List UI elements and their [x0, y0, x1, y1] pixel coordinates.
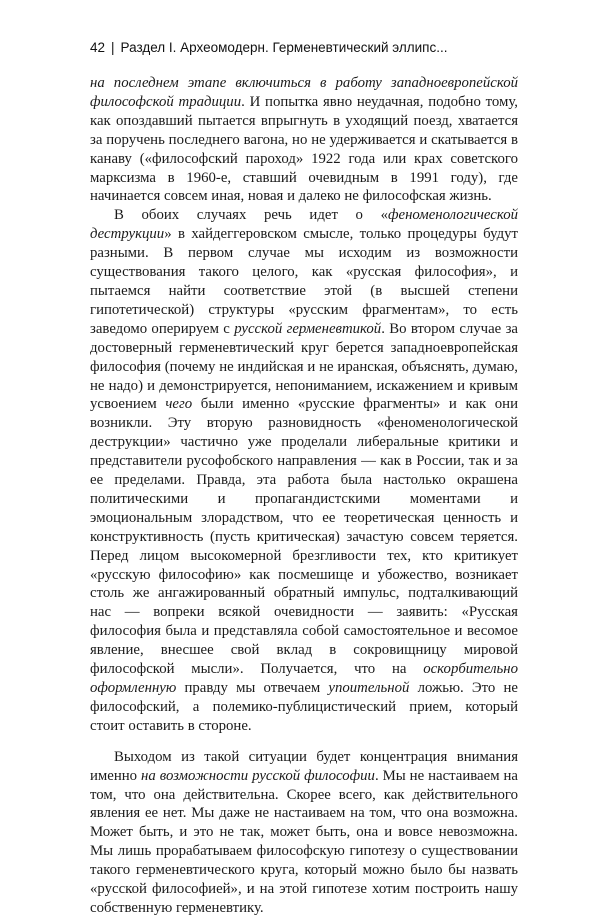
- italic-text-run: русской герменевтикой: [234, 320, 382, 337]
- text-run: . Во втором случае за достоверный герменевтический круг берется западноевропейская философия (почему не индийская и не иранская, объяснять, думаю, не надо) и демонстрируется, непониманием, искажением и кривым усвоением: [90, 320, 518, 413]
- text-run: . Мы не настаиваем на том, что она действительна. Скорее всего, как действительного явления ее нет. Мы даже не настаиваем на том, что она возможна. Может быть, и это не так, может быть, она и вовсе невозможна. Мы лишь прорабатываем философскую гипотезу о существовании такого герменевтического круга, который можно было бы назвать «русской философией», и на этой гипотезе хотим построить нашу собственную герменевтику.: [90, 767, 518, 916]
- header-separator: |: [111, 40, 115, 55]
- paragraph-3: [90, 748, 518, 918]
- running-header: [90, 40, 530, 56]
- text-run: ложью. Это не философский, а полемико-публицистический прием, который стоит оставить в стороне.: [90, 680, 518, 734]
- paragraph-1: [90, 74, 518, 206]
- page-number: 42: [90, 40, 106, 55]
- text-run: В обоих случаях речь идет о «: [114, 207, 388, 224]
- body-text: [90, 74, 518, 918]
- italic-text-run: на последнем этапе включиться в работу западноевропейской философской традиции: [90, 75, 518, 110]
- text-run: . И попытка явно неудачная, подобно тому, как опоздавший пытается впрыгнуть в уходящий поезд, хватается за поручень последнего вагона, но не удерживается и скатывается в канаву («философский пароход» 1922 года или крах советского марксизма в 1960-е, ставший очевидным в 1991 году), где начинается совсем иная, новая и далеко не философская жизнь.: [90, 93, 518, 205]
- paragraph-2: [90, 206, 518, 735]
- text-run: правду мы отвечаем: [176, 680, 329, 696]
- text-run: Выходом из такой ситуации будет концентрация внимания именно: [90, 748, 518, 784]
- italic-text-run: упоительной: [328, 680, 410, 696]
- italic-text-run: чего: [165, 396, 193, 413]
- italic-text-run: феноменологической деструкции: [90, 207, 518, 243]
- italic-text-run: на возможности русской философии: [141, 767, 375, 784]
- text-run: » в хайдеггеровском смысле, только процедуры будут разными. В первом случае мы исходим из возможности существования такого целого, как «русская философия», и пытаемся найти соответствие этой (в высшей степени гипотетической) структуры «русским фрагментам», то есть заведомо оперируем с: [90, 226, 518, 337]
- text-run: были именно «русские фрагменты» и как они возникли. Эту вторую разновидность «феноменологической деструкции» частично уже проделали либеральные критики и представители русофобского направления — как в России, так и за ее пределами. Правда, эта работа была настолько окрашена политическими и пропагандистскими моментами и эмоциональным злорадством, что ее теоретическая ценность и конструктивность (пусть критическая) зачастую совсем теряется. Перед лицом высокомерной брезгливости тех, кто критикует «русскую философию» как посмешище и убожество, возникает столь же ангажированный обратный импульс, подталкивающий нас — вопреки всякой очевидности — заявить: «Русская философия была и представляла собой самостоятельное и весомое явление, внесшее свой вклад в сокровищницу мировой философской мысли». Получается, что на: [90, 396, 518, 678]
- italic-text-run: оскорбительно оформленную: [90, 661, 518, 696]
- section-title: Раздел I. Археомодерн. Герменевтический эллипс...: [120, 40, 448, 55]
